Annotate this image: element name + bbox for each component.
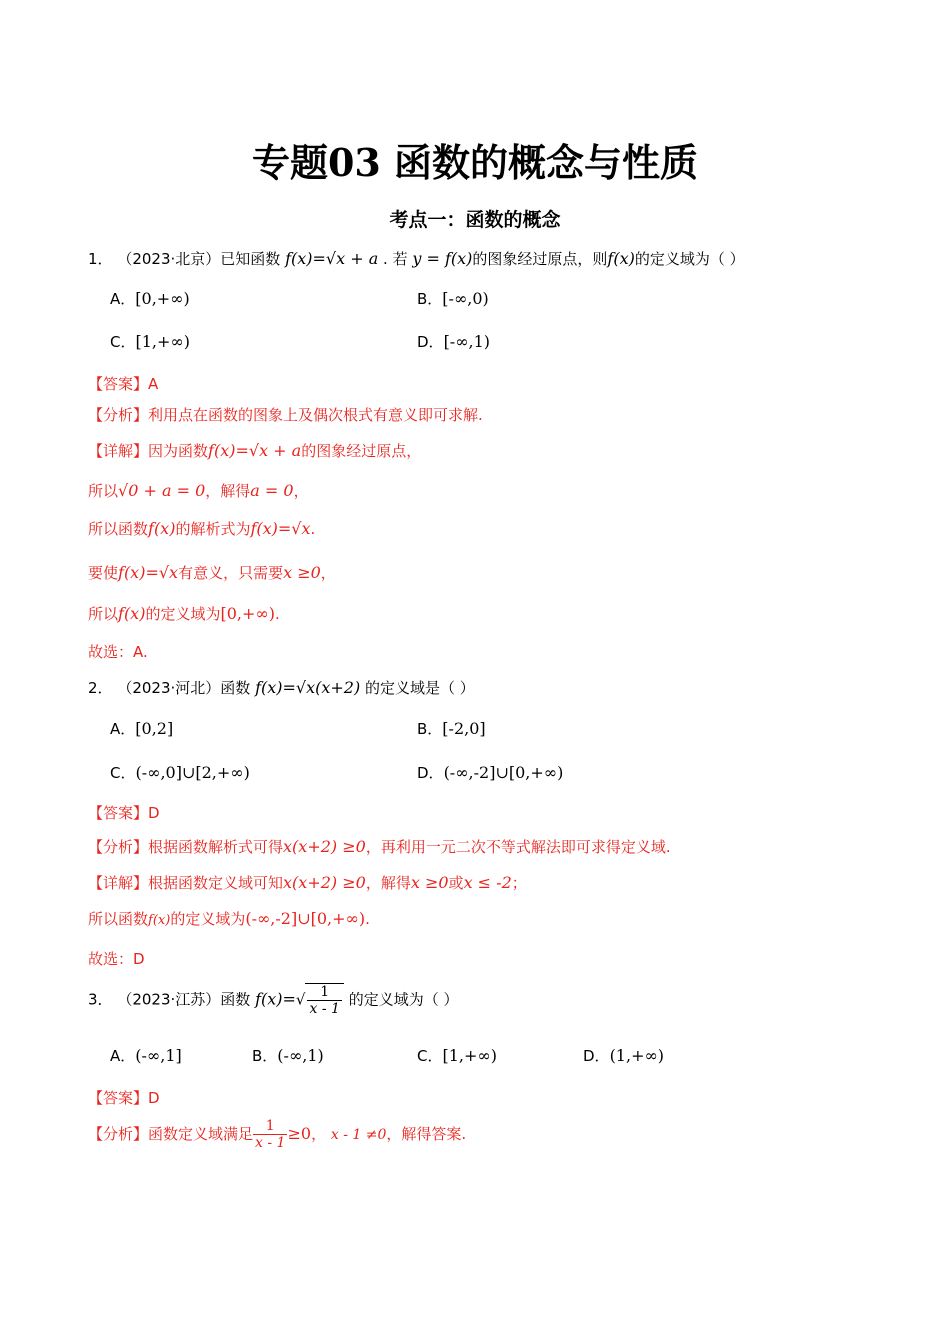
condition-formula: y = f(x) bbox=[412, 249, 473, 268]
answer-line: 【答案】D bbox=[88, 1089, 160, 1107]
question-source: （2023·江苏） bbox=[117, 990, 221, 1009]
section-heading: 考点一：函数的概念 bbox=[389, 209, 561, 231]
choice-line: 故选：D bbox=[88, 950, 145, 968]
question-text: 已知函数 bbox=[220, 250, 281, 268]
page-title: 专题03 函数的概念与性质 bbox=[251, 140, 699, 185]
question-text: 的定义域为（ ） bbox=[348, 990, 459, 1009]
function-formula: f(x)= bbox=[255, 989, 296, 1009]
question-2 bbox=[88, 677, 475, 698]
question-source: （2023·河北） bbox=[117, 679, 221, 697]
detail-line: 所以f(x)的定义域为[0,+∞). bbox=[88, 604, 280, 623]
detail-line: 【详解】根据函数定义域可知x(x+2) ≥0，解得x ≥0或x ≤ -2； bbox=[88, 873, 527, 892]
option-a[interactable]: A．[0,2] bbox=[110, 719, 174, 738]
question-1 bbox=[88, 248, 745, 269]
option-b[interactable]: B．[-∞,0) bbox=[417, 289, 489, 308]
detail-line: 【详解】因为函数f(x)=√x + a的图象经过原点， bbox=[88, 441, 422, 460]
choice-line: 故选：A. bbox=[88, 643, 148, 661]
function-formula: f(x)=√x(x+2) bbox=[255, 678, 361, 697]
analysis-line: 【分析】利用点在函数的图象上及偶次根式有意义即可求解. bbox=[88, 406, 483, 424]
option-d[interactable]: D．[-∞,1) bbox=[417, 332, 491, 351]
question-text: 的定义域为（ ） bbox=[634, 250, 745, 268]
question-text: 函数 bbox=[220, 990, 251, 1009]
detail-line: 所以√0 + a = 0，解得a = 0， bbox=[88, 481, 309, 500]
question-source: （2023·北京） bbox=[117, 250, 221, 268]
fraction: $\frac{1}{x - 1}$ bbox=[305, 983, 343, 1017]
question-number: 1． bbox=[88, 250, 113, 268]
detail-line: 要使f(x)=√x有意义，只需要x ≥0， bbox=[88, 563, 336, 582]
option-a[interactable]: A．[0,+∞) bbox=[110, 289, 190, 308]
question-3: 3． （2023·江苏）函数 f(x)=√ $\frac{1}{x - 1}$ 的定义域为（ ） bbox=[88, 984, 459, 1017]
question-text: 的图象经过原点，则 bbox=[472, 250, 608, 268]
question-number: 2． bbox=[88, 679, 113, 697]
option-c[interactable]: C．[1,+∞) bbox=[417, 1046, 497, 1065]
question-text: 函数 bbox=[220, 679, 251, 697]
option-c[interactable]: C．(-∞,0]∪[2,+∞) bbox=[110, 763, 250, 782]
option-d[interactable]: D．(-∞,-2]∪[0,+∞) bbox=[417, 763, 564, 782]
answer-line: 【答案】D bbox=[88, 804, 160, 822]
question-text: 的定义域是（ ） bbox=[365, 679, 475, 697]
question-number: 3． bbox=[88, 990, 113, 1009]
answer-line: 【答案】A bbox=[88, 375, 159, 393]
option-c[interactable]: C．[1,+∞) bbox=[110, 332, 190, 351]
detail-line: 所以函数f(x)的解析式为f(x)=√x. bbox=[88, 519, 316, 538]
option-b[interactable]: B．[-2,0] bbox=[417, 719, 486, 738]
option-a[interactable]: A．(-∞,1] bbox=[110, 1046, 182, 1065]
detail-line: 所以函数f(x)的定义域为(-∞,-2]∪[0,+∞). bbox=[88, 909, 370, 928]
option-b[interactable]: B．(-∞,1) bbox=[252, 1046, 324, 1065]
question-text: . 若 bbox=[383, 250, 408, 268]
fraction: $\frac{1}{x - 1}$ bbox=[255, 1118, 286, 1151]
function-formula: f(x)=√x + a bbox=[285, 249, 379, 268]
function-symbol: f(x) bbox=[607, 249, 635, 268]
analysis-line: 【分析】函数定义域满足 $\frac{1}{x - 1}$ ≥0， x - 1 ≠0，解得答案. bbox=[88, 1118, 467, 1151]
analysis-line: 【分析】根据函数解析式可得x(x+2) ≥0，再利用一元二次不等式解法即可求得定义域. bbox=[88, 837, 671, 856]
option-d[interactable]: D．(1,+∞) bbox=[583, 1046, 665, 1065]
